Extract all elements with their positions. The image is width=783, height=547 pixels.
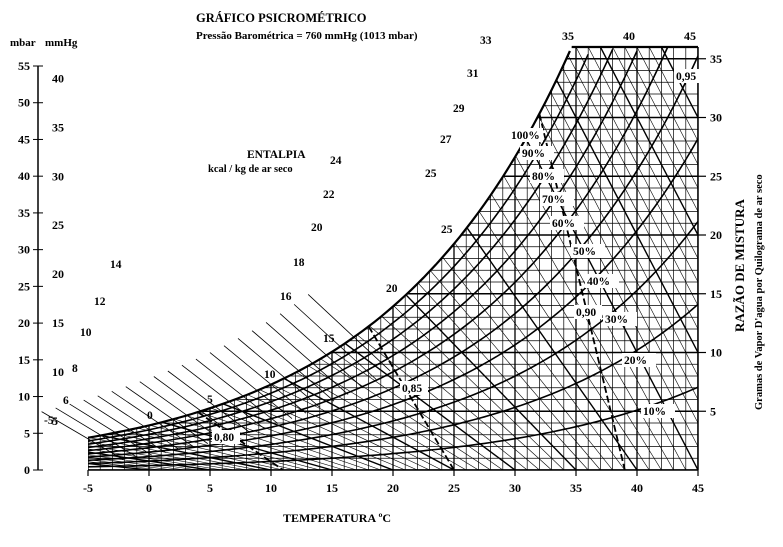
enthalpy-guide-line [252,331,334,402]
right-axis-label: RAZÃO DE MISTURA [732,199,747,332]
mbar-tick-label: 40 [18,169,30,184]
x-tick-label: 20 [387,481,399,495]
right-axis-subtitle [754,174,765,410]
mbar-tick-label: 20 [18,316,30,331]
enthalpy-label: 10 [80,327,92,339]
rh-label: 90% [522,148,545,160]
volume-line [369,326,454,470]
rh-label: 30% [605,314,628,326]
left-axis-unit-mmhg: mmHg [45,37,78,49]
enthalpy-label: 20 [386,283,398,295]
enthalpy-label: 20 [311,222,323,234]
x-tick-label: 25 [448,481,460,495]
mbar-tick-label: 30 [18,242,30,257]
mmhg-tick-label: 30 [52,169,64,184]
rh-curve [88,51,570,438]
mbar-tick-label: 25 [18,279,30,294]
top-tick-label: 45 [684,29,696,43]
right-axis-sublabel: Gramas de Vapor D'agua por Quilograma de ar seco [754,174,765,410]
rh-label: 70% [542,194,565,206]
enthalpy-label: 31 [467,68,479,80]
right-axis-title [732,198,747,332]
enthalpy-label: 10 [264,369,276,381]
mbar-tick-label: 10 [18,389,30,404]
mbar-tick-label: 45 [18,132,30,147]
x-tick-label: 35 [570,481,582,495]
x-tick-label: 5 [207,481,213,495]
volume-label: 0,85 [402,383,423,395]
volume-label: 0,95 [676,71,697,83]
mmhg-tick-label: 20 [52,267,64,282]
enthalpy-label: 24 [330,155,342,167]
mbar-tick-label: 35 [18,205,30,220]
rh-label: 50% [573,246,596,258]
left-axis-unit-mbar: mbar [10,37,36,49]
mbar-tick-label: 0 [24,463,30,477]
top-tick-label: 40 [623,29,635,43]
enthalpy-label: 8 [72,363,78,375]
enthalpy-label: 16 [280,291,292,303]
enthalpy-label: 25 [441,224,453,236]
rh-label: 100% [511,130,540,142]
chart-title: GRÁFICO PSICROMÉTRICO [196,11,367,25]
right-tick-label: 35 [710,51,722,66]
right-tick-label: 25 [710,169,722,184]
mbar-tick-label: 50 [18,95,30,110]
enthalpy-guide-line [154,376,236,436]
enthalpy-label: 5 [207,394,213,406]
mmhg-tick-label: 35 [52,120,64,135]
top-tick-label: 35 [562,29,574,43]
x-tick-label: -5 [83,481,93,495]
x-tick-label: 40 [631,481,643,495]
enthalpy-label: 0 [147,410,153,422]
x-tick-label: 30 [509,481,521,495]
enthalpy-label: 29 [453,103,465,115]
enthalpy-label: 6 [63,395,69,407]
enthalpy-label: 33 [480,35,492,47]
volume-line [539,114,624,470]
mmhg-tick-label: 25 [52,218,64,233]
enthalpy-guide-line [266,322,348,394]
enthalpy-label: 12 [94,296,106,308]
right-tick-label: 30 [710,110,722,125]
enthalpy-label: 14 [110,259,122,271]
volume-label: 0,80 [214,432,235,444]
right-tick-label: 5 [710,404,716,419]
rh-label: 10% [643,406,666,418]
rh-label: 80% [532,171,555,183]
rh-label: 40% [587,276,610,288]
x-tick-label: 15 [326,481,338,495]
enthalpy-label: -5 [44,415,54,427]
mbar-tick-label: 55 [18,59,30,73]
saturation-curve [88,51,570,438]
right-tick-label: 15 [710,286,722,301]
rh-label: 60% [552,218,575,230]
volume-label: 0,90 [576,307,597,319]
enthalpy-unit: kcal / kg de ar seco [208,164,293,175]
enthalpy-label: 18 [293,257,305,269]
x-tick-label: 10 [265,481,277,495]
mbar-tick-label: 5 [24,426,30,441]
chart-subtitle: Pressão Barométrica = 760 mmHg (1013 mbar) [196,30,418,42]
enthalpy-label: 27 [440,134,452,146]
enthalpy-label: 22 [323,189,335,201]
right-tick-label: 10 [710,345,722,360]
x-tick-label: 0 [146,481,152,495]
enthalpy-label: 15 [323,333,335,345]
enthalpy-title: ENTALPIA [247,149,306,161]
x-tick-label: 45 [692,481,704,495]
mmhg-tick-label: 5 [52,414,58,429]
mmhg-tick-label: 15 [52,316,64,331]
mmhg-tick-label: 10 [52,365,64,380]
mbar-tick-label: 15 [18,352,30,367]
x-axis-label: TEMPERATURA ºC [283,511,392,525]
mmhg-tick-label: 40 [52,71,64,86]
right-tick-label: 20 [710,228,722,242]
enthalpy-label: 25 [425,168,437,180]
rh-label: 20% [624,355,647,367]
